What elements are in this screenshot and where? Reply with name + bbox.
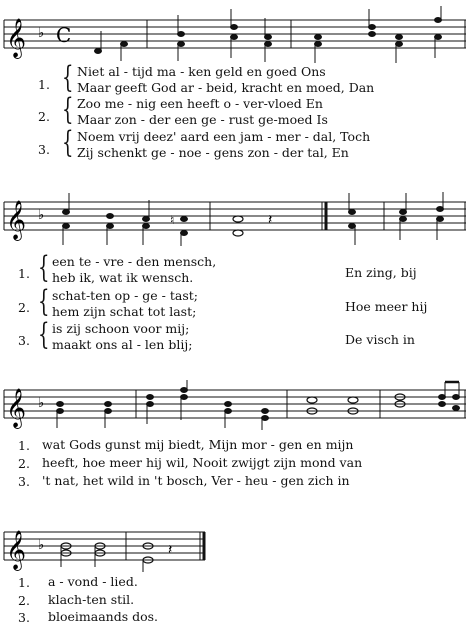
music-staff-2 <box>0 188 470 250</box>
treble-clef-icon: 𝄞 <box>6 200 27 240</box>
lyric-line: Noem vrij deez' aard een jam - mer - dal, Toch <box>77 129 371 144</box>
staff-system-4 <box>0 522 470 574</box>
lyric-line: schat-ten op - ge - tast; <box>52 288 199 303</box>
verse-number: 2. <box>18 593 30 608</box>
music-staff-3 <box>0 380 470 430</box>
lyric-line: Zij schenkt ge - noe - gens zon - der tal, En <box>77 145 349 160</box>
verse-number: 1. <box>18 575 30 590</box>
staff-system-3 <box>0 380 470 430</box>
music-staff-4 <box>0 522 470 574</box>
flat-sign-icon: ♭ <box>38 208 45 223</box>
brace-icon: { <box>62 60 74 95</box>
verse-number: 2. <box>18 300 30 315</box>
verse-number: 1. <box>18 266 30 281</box>
lyric-line: wat Gods gunst mij biedt, Mijn mor - gen en mijn <box>42 437 354 452</box>
flat-sign-icon: ♭ <box>38 396 45 411</box>
lyric-line: is zij schoon voor mij; <box>52 321 190 336</box>
brace-icon: { <box>38 317 50 352</box>
rest-icon: 𝄽 <box>168 542 173 558</box>
lyric-line: een te - vre - den mensch, <box>52 254 217 269</box>
staff-system-1 <box>0 6 470 66</box>
verse-number: 3. <box>38 142 50 157</box>
lyric-line: bloeimaands dos. <box>48 609 159 624</box>
lyric-line: hem zijn schat tot last; <box>52 304 197 319</box>
lyric-line: a - vond - lied. <box>48 574 138 589</box>
treble-clef-icon: 𝄞 <box>6 530 27 570</box>
verse-number: 1. <box>18 438 30 453</box>
brace-icon: { <box>62 125 74 160</box>
lyric-line: Niet al - tijd ma - ken geld en goed Ons <box>77 64 326 79</box>
brace-icon: { <box>62 92 74 127</box>
verse-number: 2. <box>38 109 50 124</box>
lyric-line: maakt ons al - len blij; <box>52 337 193 352</box>
treble-clef-icon: 𝄞 <box>6 388 27 428</box>
lyric-line: 't nat, het wild in 't bosch, Ver - heu - gen zich in <box>42 473 350 488</box>
lyric-line: Zoo me - nig een heeft o - ver-vloed En <box>77 96 323 111</box>
brace-icon: { <box>38 250 50 285</box>
verse-number: 2. <box>18 456 30 471</box>
lyric-tail: Hoe meer hij <box>345 299 428 314</box>
lyric-tail: En zing, bij <box>345 265 417 280</box>
verse-number: 3. <box>18 474 30 489</box>
lyric-line: Maar zon - der een ge - rust ge-moed Is <box>77 112 328 127</box>
verse-number: 1. <box>38 77 50 92</box>
flat-sign-icon: ♭ <box>38 538 45 553</box>
brace-icon: { <box>38 284 50 319</box>
staff-system-2 <box>0 188 470 250</box>
lyric-tail: De visch in <box>345 332 415 347</box>
verse-number: 3. <box>18 333 30 348</box>
lyric-line: heb ik, wat ik wensch. <box>52 270 194 285</box>
treble-clef-icon: 𝄞 <box>6 18 27 58</box>
flat-sign-icon: ♭ <box>38 26 45 41</box>
verse-number: 3. <box>18 610 30 625</box>
natural-sign-icon: ♮ <box>170 213 175 227</box>
music-staff-1 <box>0 6 470 66</box>
lyric-line: klach-ten stil. <box>48 592 135 607</box>
rest-icon: 𝄽 <box>268 212 273 228</box>
common-time-icon: C <box>56 23 72 47</box>
lyric-line: heeft, hoe meer hij wil, Nooit zwijgt zijn mond van <box>42 455 363 470</box>
lyric-line: Maar geeft God ar - beid, kracht en moed, Dan <box>77 80 375 95</box>
